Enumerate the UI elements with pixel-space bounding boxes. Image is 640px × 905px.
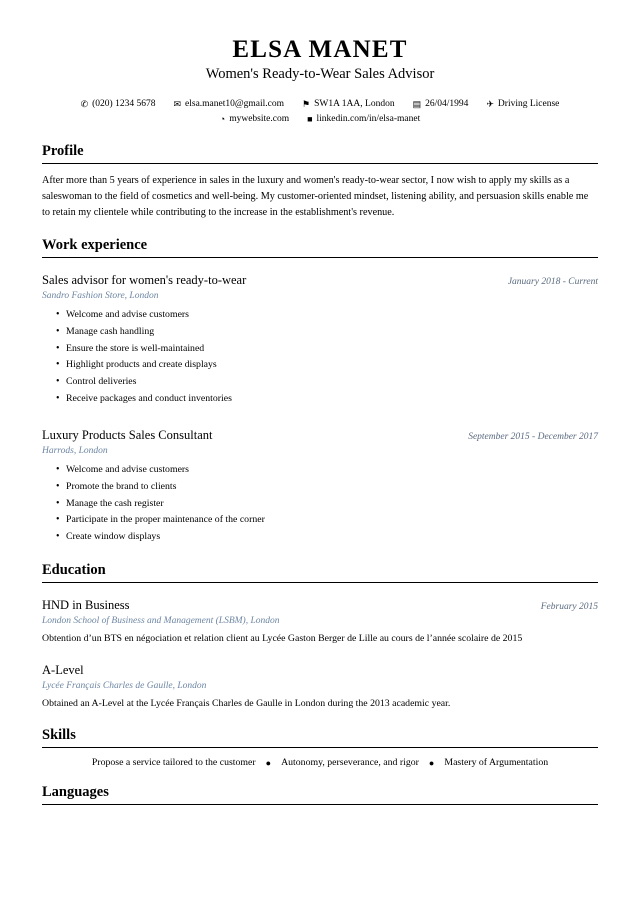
- section-title-education: Education: [42, 562, 106, 579]
- section-divider: [42, 163, 598, 164]
- section-divider: [42, 747, 598, 748]
- work-entry-company: Harrods, London: [42, 445, 108, 456]
- skill-item: Autonomy, perseverance, and rigor: [281, 757, 419, 769]
- section-title-skills: Skills: [42, 727, 76, 744]
- section-education: [42, 562, 598, 711]
- contact-address-text: SW1A 1AA, London: [314, 99, 395, 109]
- contact-driving-license: [486, 97, 559, 112]
- contact-linkedin-text: linkedin.com/in/elsa-manet: [316, 114, 421, 125]
- education-entry-description: Obtained an A-Level at the Lycée Français Charles de Gaulle in London during the 2013 academic year.: [42, 697, 451, 709]
- education-entry-description: Obtention d’un BTS en négociation et relation client au Lycée Gaston Berger de Lille au cours de l’année scolaire de 2015: [42, 633, 523, 645]
- work-entry-header: [42, 422, 598, 443]
- work-entry: [42, 422, 598, 546]
- list-item: • Manage the cash register: [56, 496, 598, 513]
- section-divider: [42, 257, 598, 258]
- education-entry-title: HND in Business: [42, 598, 130, 613]
- list-item: • Highlight products and create displays: [56, 357, 598, 374]
- contact-website-text: mywebsite.com: [229, 114, 290, 125]
- birthday-cake-icon: ▤: [412, 99, 422, 110]
- email-icon: ✉: [173, 99, 182, 110]
- car-icon: ✈: [486, 99, 494, 110]
- contact-address: [302, 97, 395, 112]
- skill-separator: ●: [265, 757, 272, 768]
- education-entry: [42, 592, 598, 647]
- work-entry-company: Sandro Fashion Store, London: [42, 290, 159, 301]
- section-skills: [42, 727, 598, 768]
- contact-driving-license-text: Driving License: [497, 99, 560, 109]
- work-entry-date: January 2018 - Current: [507, 276, 598, 287]
- list-item: • Create window displays: [56, 529, 598, 546]
- work-entry-date: September 2015 - December 2017: [468, 431, 598, 442]
- list-item: • Manage cash handling: [56, 324, 598, 341]
- list-item: • Promote the brand to clients: [56, 479, 598, 496]
- education-entry-title: A-Level: [42, 662, 84, 677]
- section-divider: [42, 582, 598, 583]
- work-entry-title: Luxury Products Sales Consultant: [42, 427, 213, 442]
- contact-linkedin[interactable]: [307, 112, 420, 127]
- work-entry: [42, 267, 598, 408]
- section-title-work-experience: Work experience: [42, 236, 148, 253]
- section-languages: [42, 784, 598, 805]
- contact-birthdate: [413, 97, 469, 112]
- contact-phone-text: (020) 1234 5678: [92, 99, 156, 109]
- contact-email-text: elsa.manet10@gmail.com: [185, 99, 284, 109]
- skill-item: Propose a service tailored to the customer: [91, 757, 256, 769]
- education-entry-header: [42, 592, 598, 613]
- location-pin-icon: ⚑: [302, 99, 311, 110]
- work-entry-bullets: [42, 307, 598, 408]
- phone-icon: ✆: [80, 99, 89, 110]
- page-title: ELSA MANET: [232, 36, 408, 63]
- list-item: • Welcome and advise customers: [56, 307, 598, 324]
- skill-item: Mastery of Argumentation: [444, 757, 549, 769]
- contact-birthdate-text: 26/04/1994: [425, 99, 469, 109]
- section-title-profile: Profile: [42, 143, 84, 160]
- section-work-experience: [42, 237, 598, 546]
- education-entry-header: [42, 657, 598, 678]
- education-entry-school: London School of Business and Management (LSBM), London: [42, 616, 280, 627]
- list-item: • Receive packages and conduct inventories: [56, 391, 598, 408]
- list-item: • Welcome and advise customers: [56, 462, 598, 479]
- education-entry-date: February 2015: [540, 602, 598, 613]
- profile-text: After more than 5 years of experience in sales in the luxury and women's ready-to-wear sector, I now wish to apply my skills as a saleswoman to the field of cosmetics and well-being. My customer-oriented mindset, listening ability, and persuasion skills enable me to retain my clientele while contributing to the increase in the establishment's revenue.: [42, 175, 589, 218]
- work-entry-header: [42, 267, 598, 288]
- linkedin-icon: ■: [307, 114, 313, 125]
- education-entry-school: Lycée Français Charles de Gaulle, London: [42, 680, 207, 691]
- list-item: • Ensure the store is well-maintained: [56, 341, 598, 358]
- contact-row-secondary: [42, 112, 598, 127]
- work-entry-bullets: [42, 462, 598, 546]
- education-entry: [42, 657, 598, 712]
- skills-list: [42, 757, 598, 768]
- list-item: • Participate in the proper maintenance of the corner: [56, 512, 598, 529]
- section-divider: [42, 804, 598, 805]
- contact-row-primary: [42, 97, 598, 112]
- contact-phone[interactable]: [81, 97, 156, 112]
- globe-icon: ◔: [219, 114, 226, 125]
- section-title-languages: Languages: [42, 784, 109, 801]
- list-item: • Control deliveries: [56, 374, 598, 391]
- contact-email[interactable]: [173, 97, 284, 112]
- job-title: Women's Ready-to-Wear Sales Advisor: [205, 66, 435, 82]
- work-entry-title: Sales advisor for women's ready-to-wear: [42, 272, 247, 287]
- skill-separator: ●: [428, 757, 435, 768]
- section-profile: [42, 143, 598, 220]
- contact-website[interactable]: [220, 112, 289, 127]
